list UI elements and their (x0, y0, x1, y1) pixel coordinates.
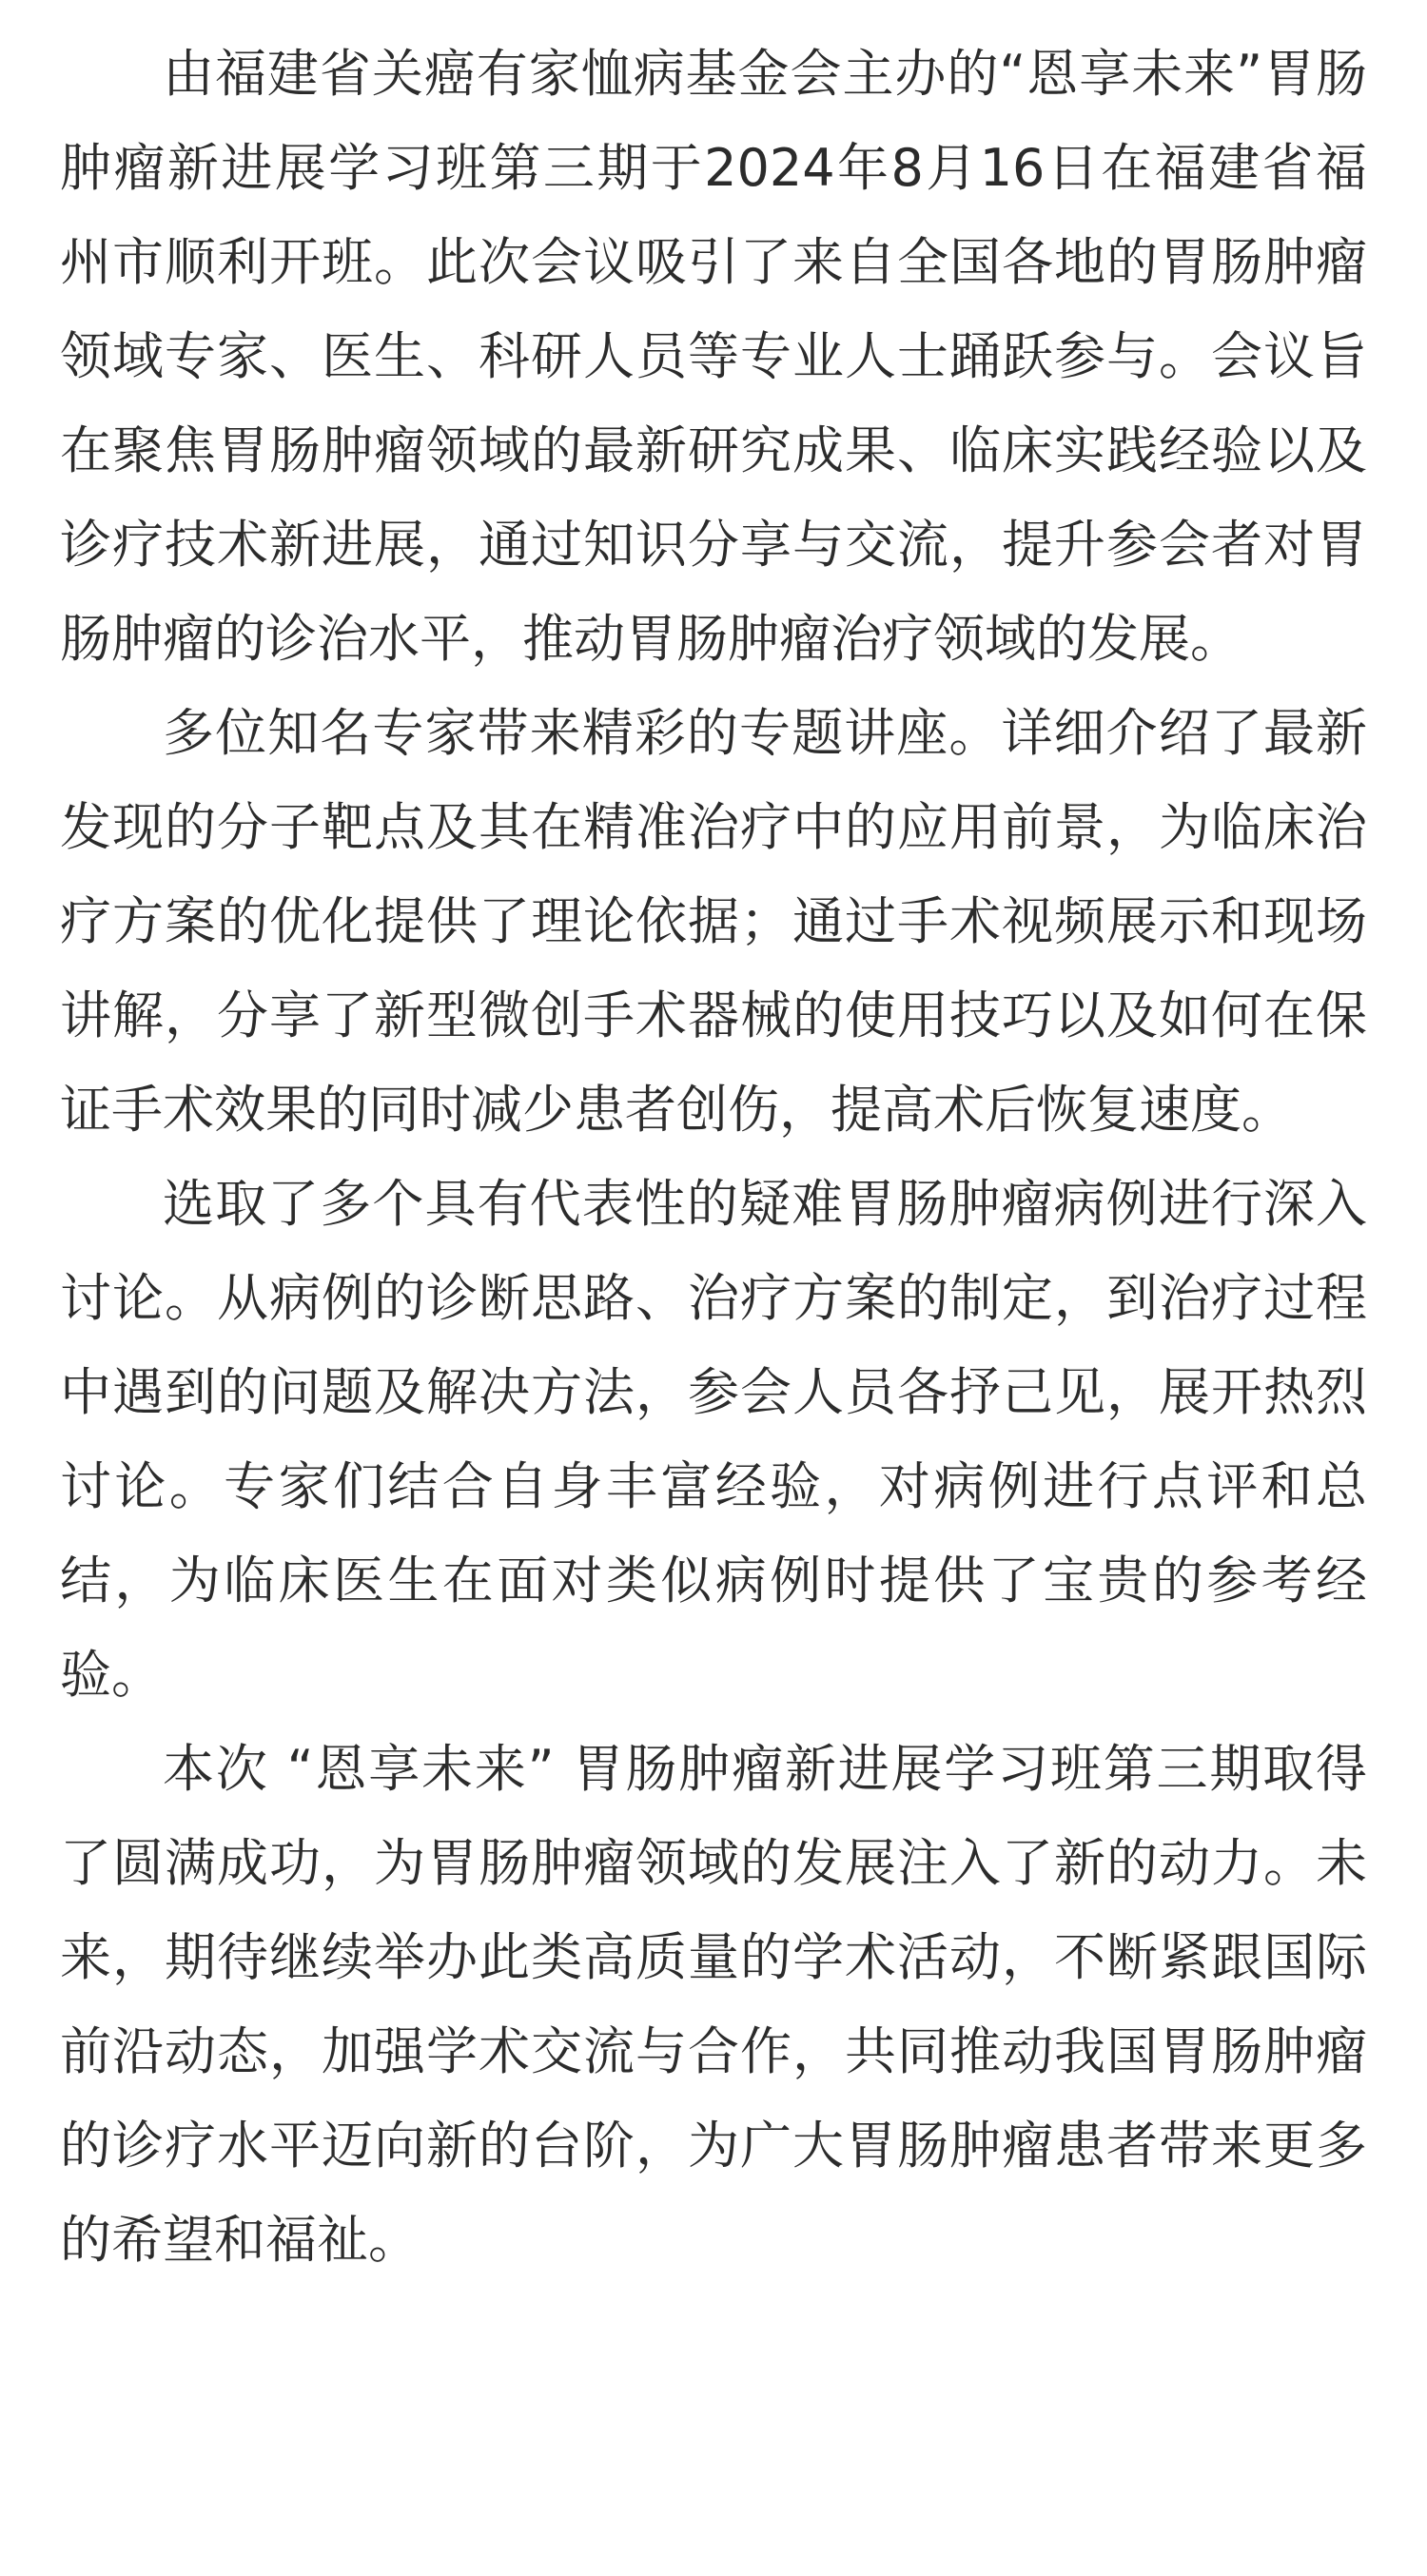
article-body (60, 27, 1367, 2287)
paragraph-case-discussion: 选取了多个具有代表性的疑难胃肠肿瘤病例进行深入讨论。从病例的诊断思路、治疗方案的制定，到治疗过程中遇到的问题及解决方法，参会人员各抒己见，展开热烈讨论。专家们结合自身丰富经验，对病例进行点评和总结，为临床医生在面对类似病例时提供了宝贵的参考经验。 (60, 1174, 1367, 1705)
paragraph-lectures: 多位知名专家带来精彩的专题讲座。详细介绍了最新发现的分子靶点及其在精准治疗中的应用前景，为临床治疗方案的优化提供了理论依据；通过手术视频展示和现场讲解，分享了新型微创手术器械的使用技巧以及如何在保证手术效果的同时减少患者创伤，提高术后恢复速度。 (60, 703, 1367, 1140)
paragraph-conclusion: 本次 “恩享未来” 胃肠肿瘤新进展学习班第三期取得了圆满成功，为胃肠肿瘤领域的发展注入了新的动力。未来，期待继续举办此类高质量的学术活动，不断紧跟国际前沿动态，加强学术交流与合作，共同推动我国胃肠肿瘤的诊疗水平迈向新的台阶，为广大胃肠肿瘤患者带来更多的希望和福祉。 (60, 1739, 1367, 2270)
paragraph-event-intro: 由福建省关癌有家恤病基金会主办的“恩享未来”胃肠肿瘤新进展学习班第三期于2024年8月16日在福建省福州市顺利开班。此次会议吸引了来自全国各地的胃肠肿瘤领域专家、医生、科研人员等专业人士踊跃参与。会议旨在聚焦胃肠肿瘤领域的最新研究成果、临床实践经验以及诊疗技术新进展，通过知识分享与交流，提升参会者对胃肠肿瘤的诊治水平，推动胃肠肿瘤治疗领域的发展。 (60, 44, 1367, 669)
